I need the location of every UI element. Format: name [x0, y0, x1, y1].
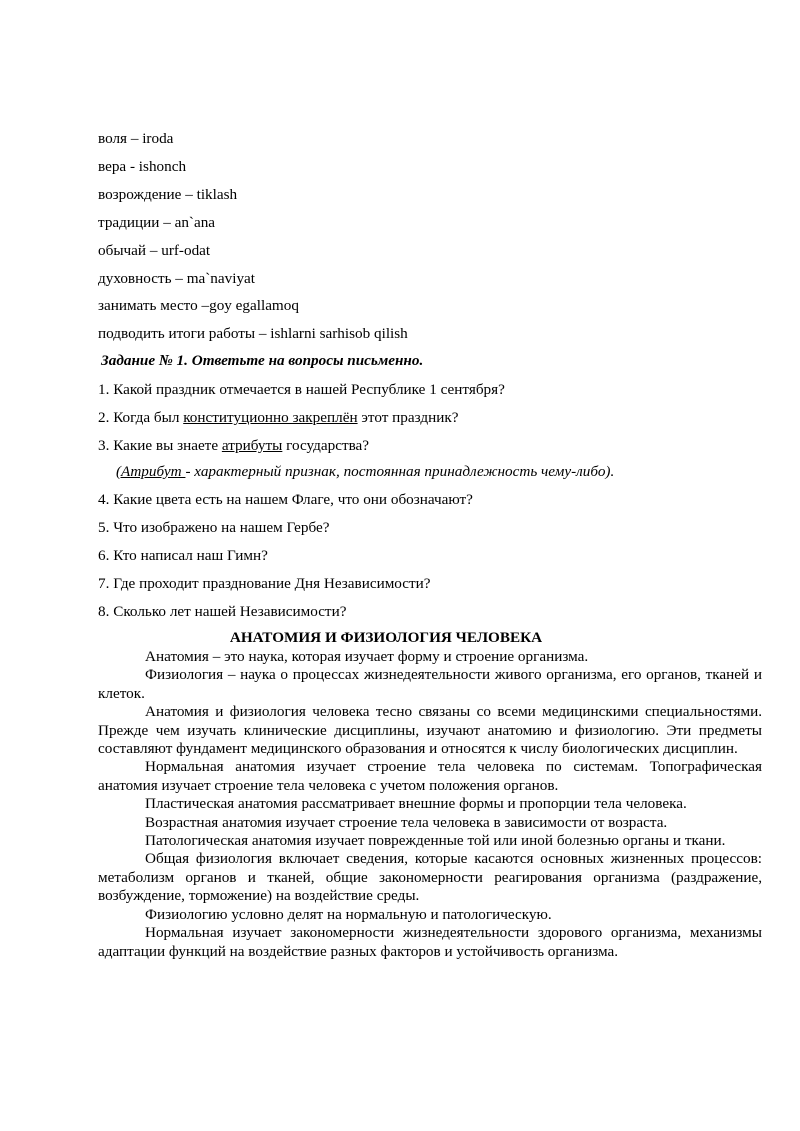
question-7: 7. Где проходит празднование Дня Независимости?: [98, 575, 431, 592]
vocab-line: воля – iroda: [98, 130, 174, 147]
paragraph: Возрастная анатомия изучает строение тела человека в зависимости от возраста.: [145, 813, 668, 831]
paragraph: Нормальная изучает закономерности жизнедеятельности здорового организма, механизмы адаптации функций на воздействие разных факторов и устойчивость организма.: [98, 924, 762, 960]
question-2: 2. Когда был конституционно закреплён этот праздник?: [98, 409, 459, 426]
vocab-line: занимать место –goy egallamoq: [98, 297, 299, 314]
task-title: Задание № 1. Ответьте на вопросы письменно.: [101, 352, 424, 369]
underlined-phrase: атрибуты: [221, 437, 283, 454]
question-1: 1. Какой праздник отмечается в нашей Республике 1 сентября?: [98, 381, 505, 398]
paragraph: Анатомия – это наука, которая изучает форму и строение организма.: [145, 648, 589, 665]
vocab-line: духовность – ma`naviyat: [98, 270, 256, 287]
paragraph: Анатомия и физиология человека тесно связаны со всеми медицинскими специальностями. Прежде чем изучать клинические дисциплины, изучают анатомию и физиологию. Эти предметы составляют фундамент медицинского образования и относятся к числу биологических дисциплин.: [98, 703, 762, 758]
question-6: 6. Кто написал наш Гимн?: [98, 547, 268, 564]
question-3: 3. Какие вы знаете атрибуты государства?: [98, 437, 370, 454]
paragraph: Физиологию условно делят на нормальную и патологическую.: [145, 905, 552, 923]
section-body: [98, 648, 762, 961]
question-5: 5. Что изображено на нашем Гербе?: [98, 519, 330, 536]
vocab-line: вера - ishonch: [98, 158, 187, 175]
vocab-line: традиции – an`ana: [98, 214, 216, 231]
question-8: 8. Сколько лет нашей Независимости?: [98, 603, 347, 620]
vocab-line: подводить итоги работы – ishlarni sarhisob qilish: [98, 325, 408, 342]
vocab-line: возрождение – tiklash: [98, 186, 238, 203]
paragraph: Нормальная анатомия изучает строение тела человека по системам. Топографическая анатомия изучает строение тела человека с учетом положения органов.: [98, 758, 762, 794]
section-heading: АНАТОМИЯ И ФИЗИОЛОГИЯ ЧЕЛОВЕКА: [229, 629, 543, 646]
paragraph: Пластическая анатомия рассматривает внешние формы и пропорции тела человека.: [145, 795, 687, 813]
vocab-line: обычай – urf-odat: [98, 242, 211, 259]
paragraph: Общая физиология включает сведения, которые касаются основных жизненных процессов: метаболизм органов и тканей, общие закономерности реагирования организма (раздражение, возбуждение, торможение) на воздействие среды.: [98, 850, 762, 905]
paragraph: Физиология – наука о процессах жизнедеятельности живого организма, его органов, тканей и клеток.: [98, 666, 762, 702]
definition-note: (Атрибут - характерный признак, постоянная принадлежность чему-либо).: [116, 463, 615, 480]
underlined-phrase: конституционно закреплён: [183, 409, 358, 426]
paragraph: Патологическая анатомия изучает поврежденные той или иной болезнью органы и ткани.: [145, 832, 726, 850]
question-4: 4. Какие цвета есть на нашем Флаге, что они обозначают?: [98, 491, 473, 508]
